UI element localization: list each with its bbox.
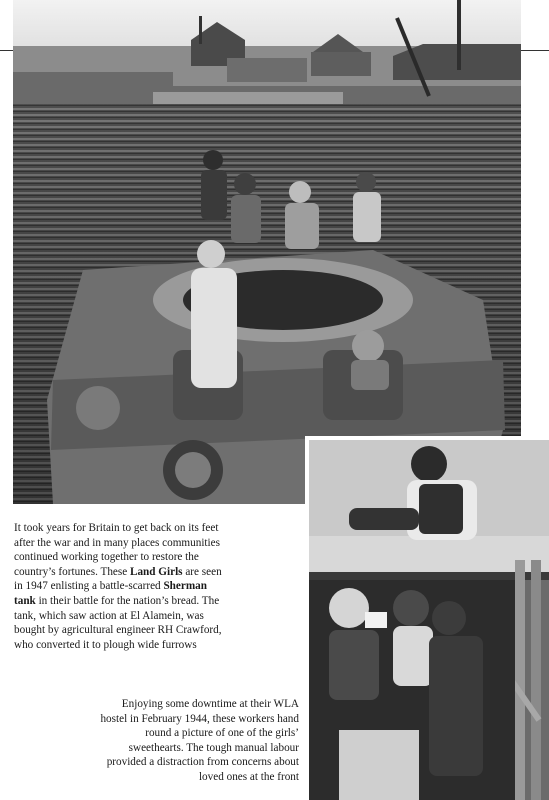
sherman-tank-land-girls-photo (13, 0, 521, 504)
wla-hostel-photo (305, 436, 549, 800)
tank-caption-bold-land-girls: Land Girls (130, 565, 183, 578)
tank-photo-caption (14, 521, 228, 652)
tank-caption-text-3: in their battle for the nation’s bread. The tank, which saw action at El Alamein, was bought by agricultural engineer RH Crawford, who converted it to plough wide furrows (14, 594, 222, 651)
tank-caption-bold-sherman: Sherman tank (14, 580, 207, 607)
tank-caption-text-1: It took years for Britain to get back on its feet after the war and in many places communities continued working together to restore the country’s fortunes. These (14, 522, 220, 578)
tank-caption-text-2: are seen in 1947 enlisting a battle-scarred (14, 565, 222, 593)
hostel-photo-caption: Enjoying some downtime at their WLA hostel in February 1944, these workers hand round a picture of one of the girls’ sweethearts. The tough manual labour provided a distraction from concerns about loved ones at the front (100, 698, 299, 783)
